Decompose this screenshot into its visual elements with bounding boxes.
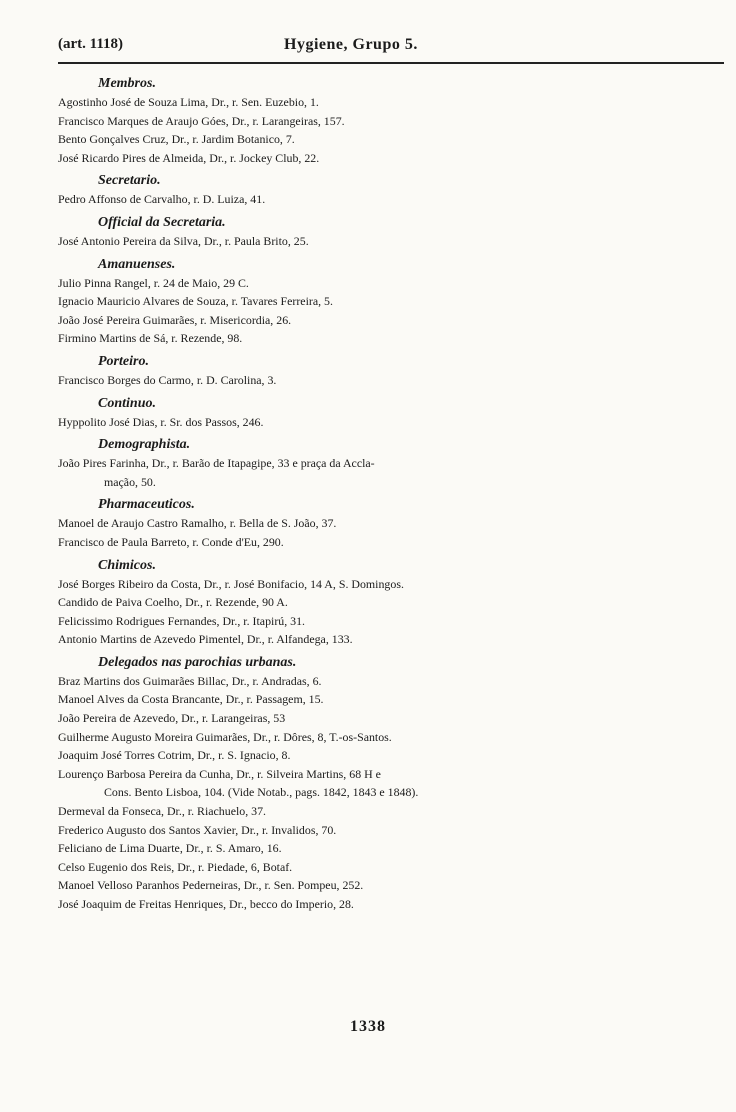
directory-entry: Julio Pinna Rangel, r. 24 de Maio, 29 C. (58, 275, 249, 290)
entry-continuation: Cons. Bento Lisboa, 104. (Vide Notab., pags. 1842, 1843 e 1848). (104, 785, 419, 800)
header-rule (58, 62, 724, 64)
directory-entry: Celso Eugenio dos Reis, Dr., r. Piedade, 6, Botaf. (58, 859, 293, 874)
section-heading: Membros. (98, 76, 156, 91)
directory-section (0, 172, 736, 209)
running-title: Hygiene, Grupo 5. (284, 36, 418, 53)
directory-entry: Firmino Martins de Sá, r. Rezende, 98. (58, 331, 243, 346)
directory-entry: Dermeval da Fonseca, Dr., r. Riachuelo, 37. (58, 804, 267, 819)
directory-entry: Felicissimo Rodrigues Fernandes, Dr., r. Itapirú, 31. (58, 613, 306, 628)
directory-entry: Frederico Augusto dos Santos Xavier, Dr., r. Invalidos, 70. (58, 822, 337, 837)
directory-entry: Lourenço Barbosa Pereira da Cunha, Dr., r. Silveira Martins, 68 H e (58, 766, 381, 781)
directory-entry: Agostinho José de Souza Lima, Dr., r. Sen. Euzebio, 1. (58, 95, 319, 109)
section-heading: Chimicos. (98, 557, 156, 573)
article-reference: (art. 1118) (58, 36, 123, 52)
section-heading: Pharmaceuticos. (98, 497, 195, 513)
section-heading: Official da Secretaria. (98, 214, 226, 230)
section-heading: Demographista. (98, 437, 191, 453)
directory-entry: Joaquim José Torres Cotrim, Dr., r. S. Ignacio, 8. (58, 748, 291, 763)
directory-entry: Manoel Velloso Paranhos Pederneiras, Dr., r. Sen. Pompeu, 252. (58, 878, 364, 893)
directory-section (0, 395, 736, 432)
section-heading: Delegados nas parochias urbanas. (98, 654, 297, 670)
directory-section (0, 353, 736, 390)
directory-entry: José Joaquim de Freitas Henriques, Dr., becco do Imperio, 28. (58, 897, 354, 911)
directory-entry: José Antonio Pereira da Silva, Dr., r. Paula Brito, 25. (58, 233, 309, 248)
section-heading: Amanuenses. (98, 256, 176, 272)
directory-listing (0, 70, 736, 914)
page-number: 1338 (350, 1018, 386, 1035)
directory-entry: Antonio Martins de Azevedo Pimentel, Dr., r. Alfandega, 133. (58, 632, 353, 647)
section-heading: Secretario. (98, 173, 161, 189)
directory-entry: Feliciano de Lima Duarte, Dr., r. S. Amaro, 16. (58, 841, 282, 856)
directory-entry: Francisco Marques de Araujo Góes, Dr., r. Larangeiras, 157. (58, 113, 345, 128)
directory-entry: Braz Martins dos Guimarães Billac, Dr., r. Andradas, 6. (58, 673, 322, 688)
directory-entry: Bento Gonçalves Cruz, Dr., r. Jardim Botanico, 7. (58, 132, 295, 147)
section-heading: Continuo. (98, 395, 156, 411)
section-heading: Porteiro. (98, 353, 149, 369)
directory-entry: José Ricardo Pires de Almeida, Dr., r. Jockey Club, 22. (58, 150, 320, 165)
directory-section (0, 654, 736, 914)
directory-entry: Ignacio Mauricio Alvares de Souza, r. Tavares Ferreira, 5. (58, 294, 333, 309)
directory-entry: João Pereira de Azevedo, Dr., r. Larangeiras, 53 (58, 711, 286, 726)
directory-entry: Manoel Alves da Costa Brancante, Dr., r. Passagem, 15. (58, 692, 324, 707)
page-header (58, 36, 720, 58)
directory-section (0, 214, 736, 251)
directory-section (0, 557, 736, 649)
directory-entry: Manoel de Araujo Castro Ramalho, r. Bella de S. João, 37. (58, 516, 337, 531)
directory-section (0, 436, 736, 491)
directory-entry: Francisco Borges do Carmo, r. D. Carolina, 3. (58, 372, 277, 387)
entry-continuation: mação, 50. (104, 474, 156, 489)
directory-section (0, 75, 736, 167)
directory-entry: Pedro Affonso de Carvalho, r. D. Luiza, 41. (58, 192, 266, 207)
directory-entry: José Borges Ribeiro da Costa, Dr., r. José Bonifacio, 14 A, S. Domingos. (58, 576, 404, 591)
directory-entry: Guilherme Augusto Moreira Guimarães, Dr., r. Dôres, 8, T.-os-Santos. (58, 729, 392, 744)
directory-section (0, 496, 736, 551)
directory-section (0, 256, 736, 348)
directory-entry: João José Pereira Guimarães, r. Misericordia, 26. (58, 312, 292, 327)
directory-entry: João Pires Farinha, Dr., r. Barão de Itapagipe, 33 e praça da Accla- (58, 456, 375, 471)
directory-entry: Hyppolito José Dias, r. Sr. dos Passos, 246. (58, 414, 264, 429)
directory-entry: Francisco de Paula Barreto, r. Conde d'Eu, 290. (58, 534, 284, 549)
directory-entry: Candido de Paiva Coelho, Dr., r. Rezende, 90 A. (58, 595, 288, 610)
